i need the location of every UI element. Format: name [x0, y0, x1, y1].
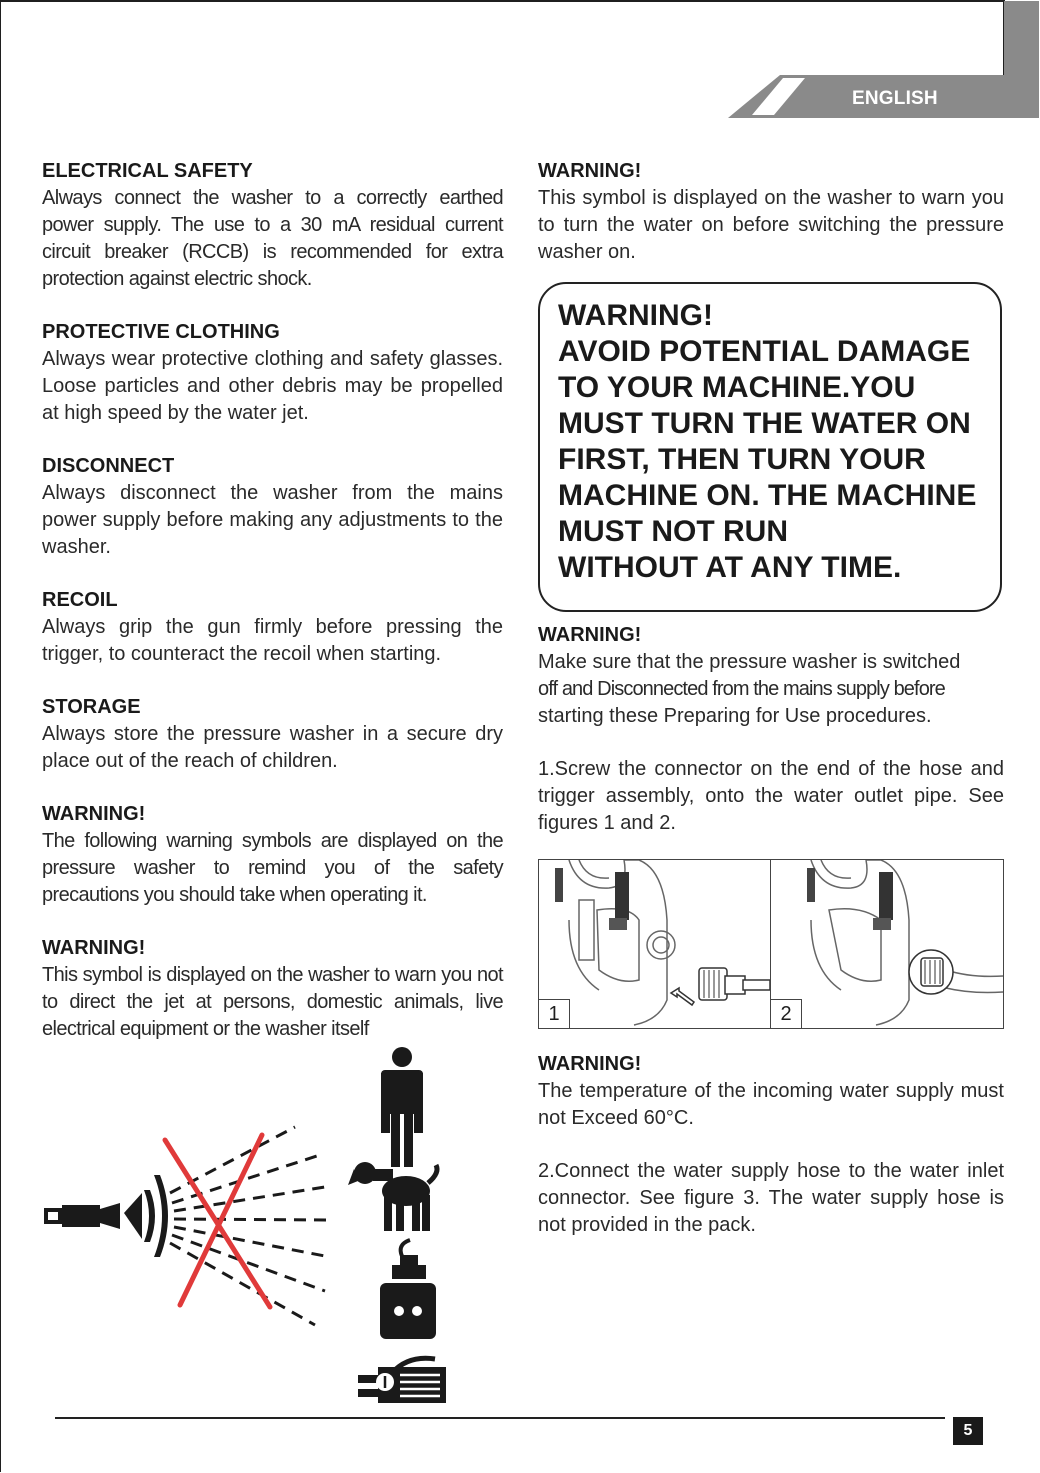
- section-warning-temperature: [538, 1051, 1004, 1132]
- section-disconnect: [42, 453, 503, 561]
- warning-box-line: MUST TURN THE WATER ON: [558, 407, 971, 440]
- step-2: [538, 1158, 1004, 1239]
- section-text: Always grip the gun firmly before pressing the trigger, to counteract the recoil when starting.: [42, 616, 503, 665]
- section-storage: [42, 694, 503, 775]
- warning-box-line: AVOID POTENTIAL DAMAGE: [558, 335, 971, 368]
- figure-2: [771, 860, 1003, 1028]
- figures-row: [538, 859, 1004, 1029]
- section-warning-jet: [42, 935, 503, 1043]
- section-heading: DISCONNECT: [42, 455, 175, 477]
- section-recoil: [42, 587, 503, 668]
- step-text: 2.Connect the water supply hose to the water inlet connector. See figure 3. The water supply hose is not provided in the pack.: [538, 1160, 1004, 1236]
- section-warning-symbols: [42, 801, 503, 909]
- section-warning-water-on: [538, 158, 1004, 266]
- left-column: [42, 158, 503, 1069]
- washer-connector-drawing: [539, 860, 770, 1028]
- section-electrical-safety: [42, 158, 503, 293]
- section-text-line: off and Disconnected from the mains supply before: [538, 678, 945, 700]
- plug-socket-icon: [380, 1240, 436, 1339]
- step-1: [538, 756, 1004, 837]
- warning-box: [538, 282, 1002, 612]
- warning-box-line: MUST NOT RUN: [558, 515, 788, 548]
- section-text: The following warning symbols are displayed on the pressure washer to remind you of the safety precautions you should take when operating it.: [42, 830, 503, 906]
- section-protective-clothing: [42, 319, 503, 427]
- washer-icon: [358, 1358, 446, 1403]
- warning-box-line: FIRST, THEN TURN YOUR: [558, 443, 926, 476]
- step-text: 1.Screw the connector on the end of the hose and trigger assembly, onto the water outlet pipe. See figures 1 and 2.: [538, 758, 1004, 834]
- section-heading: STORAGE: [42, 696, 141, 718]
- figure-1: [539, 860, 771, 1028]
- figure-number: 1: [539, 999, 570, 1028]
- warning-box-line: WITHOUT AT ANY TIME.: [558, 551, 902, 584]
- section-text: The temperature of the incoming water supply must not Exceed 60°C.: [538, 1080, 1004, 1129]
- section-heading: WARNING!: [42, 803, 146, 825]
- warning-symbols-illustration: [40, 1045, 460, 1415]
- footer-rule: [55, 1417, 945, 1419]
- spray-nozzle-icon: [44, 1175, 168, 1257]
- section-heading: ELECTRICAL SAFETY: [42, 160, 253, 182]
- dog-icon: [348, 1162, 437, 1231]
- warning-box-line: MACHINE ON. THE MACHINE: [558, 479, 977, 512]
- washer-connected-drawing: [771, 860, 1003, 1028]
- section-heading: WARNING!: [538, 1053, 642, 1075]
- section-heading: WARNING!: [42, 937, 146, 959]
- person-icon: [381, 1047, 423, 1167]
- right-column: [538, 158, 1004, 1265]
- section-text: Always disconnect the washer from the mains power supply before making any adjustments to the washer.: [42, 482, 503, 558]
- section-text-line: Make sure that the pressure washer is switched: [538, 651, 961, 673]
- page-number: 5: [953, 1417, 983, 1445]
- section-heading: WARNING!: [538, 160, 642, 182]
- section-heading: PROTECTIVE CLOTHING: [42, 321, 280, 343]
- section-text-line: starting these Preparing for Use procedures.: [538, 705, 932, 727]
- warning-box-line: TO YOUR MACHINE.YOU: [558, 371, 916, 404]
- warning-box-line: WARNING!: [558, 299, 713, 332]
- section-heading: WARNING!: [538, 624, 642, 646]
- section-heading: RECOIL: [42, 589, 118, 611]
- section-text: Always connect the washer to a correctly earthed power supply. The use to a 30 mA residual current circuit breaker (RCCB) is recommended for extra protection against electric shock.: [42, 187, 503, 290]
- section-text: Always wear protective clothing and safety glasses. Loose particles and other debris may be propelled at high speed by the water jet.: [42, 348, 503, 424]
- figure-number: 2: [771, 999, 802, 1028]
- section-text: Always store the pressure washer in a secure dry place out of the reach of children.: [42, 723, 503, 772]
- section-text: This symbol is displayed on the washer to warn you not to direct the jet at persons, domestic animals, live electrical equipment or the washer itself: [42, 964, 503, 1040]
- language-label: ENGLISH: [852, 88, 938, 109]
- section-warning-disconnect: [538, 622, 1004, 730]
- section-text: This symbol is displayed on the washer to warn you to turn the water on before switching the pressure washer on.: [538, 187, 1004, 263]
